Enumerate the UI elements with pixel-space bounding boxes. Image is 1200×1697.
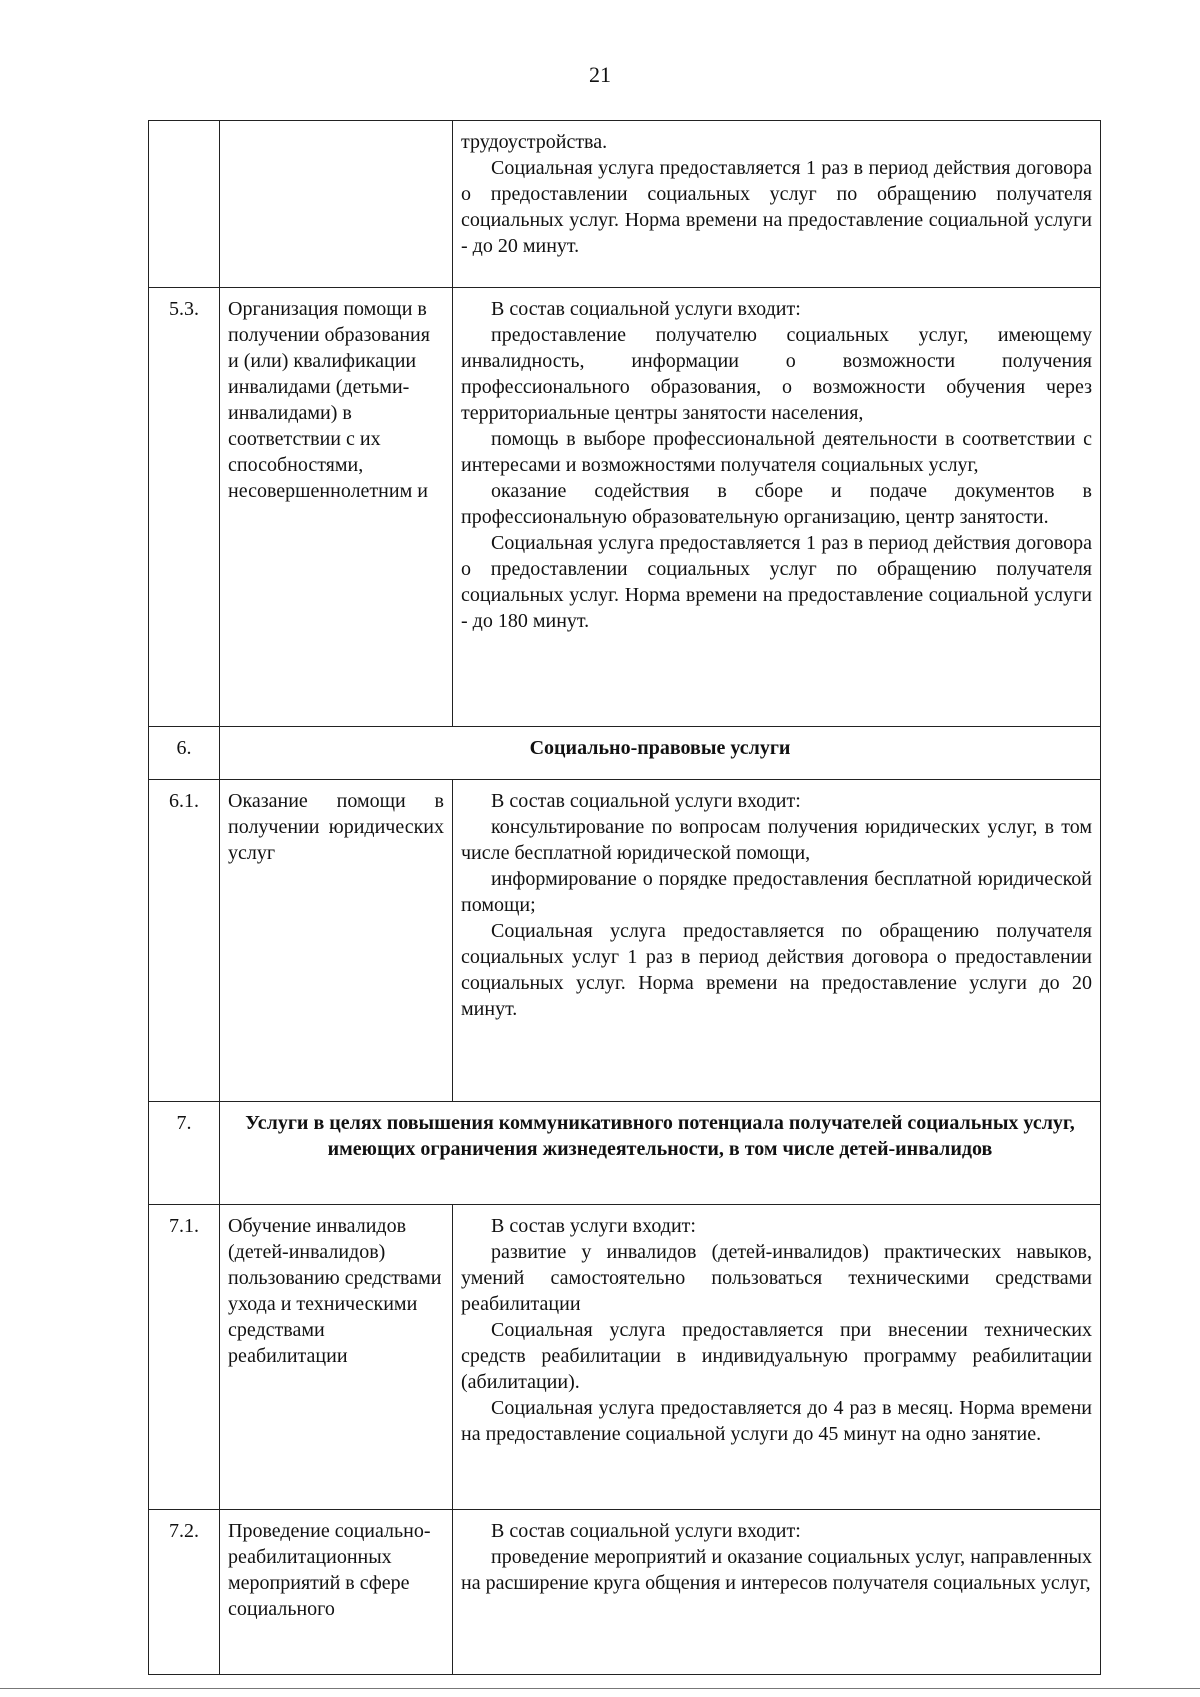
row-number: 7.2. — [149, 1510, 220, 1675]
description-paragraph: Социальная услуга предоставляется 1 раз в период действия договора о предоставлении социальных услуг по обращению получателя социальных услуг. Норма времени на предоставление социальной услуги - до 180 минут. — [461, 532, 1092, 632]
description-paragraph: Социальная услуга предоставляется при внесении технических средств реабилитации в индивидуальную программу реабилитации (абилитации). — [461, 1319, 1092, 1393]
section-number: 7. — [149, 1102, 220, 1205]
section-title: Услуги в целях повышения коммуникативного потенциала получателей социальных услуг, имеющих ограничения жизнедеятельности, в том числе детей-инвалидов — [220, 1102, 1101, 1205]
description-paragraph: В состав социальной услуги входит: — [491, 790, 801, 812]
row-number: 6.1. — [149, 780, 220, 1102]
table-row-6-1 — [149, 780, 1101, 1102]
section-row-6 — [149, 727, 1101, 780]
description-paragraph: предоставление получателю социальных услуг, имеющему инвалидность, информации о возможности получения профессионального образования, о возможности обучения через территориальные центры занятости населения, — [461, 324, 1092, 424]
page-bottom-divider — [0, 1688, 1200, 1689]
description-paragraph: В состав социальной услуги входит: — [491, 1520, 801, 1542]
service-description — [453, 780, 1101, 1102]
service-description — [453, 288, 1101, 727]
service-name: Проведение социально-реабилитационных мероприятий в сфере социального — [220, 1510, 453, 1675]
service-name: Организация помощи в получении образования и (или) квалификации инвалидами (детьми-инвалидами) в соответствии с их способностями, несовершеннолетним и — [220, 288, 453, 727]
table-row-continuation — [149, 121, 1101, 288]
description-paragraph: Социальная услуга предоставляется по обращению получателя социальных услуг 1 раз в период действия договора о предоставлении социальных услуг. Норма времени на предоставление услуги до 20 минут. — [461, 920, 1092, 1020]
description-paragraph: оказание содействия в сборе и подаче документов в профессиональную образовательную организацию, центр занятости. — [461, 480, 1092, 528]
service-description — [453, 121, 1101, 288]
table-row-7-1 — [149, 1205, 1101, 1510]
service-name — [220, 121, 453, 288]
section-row-7 — [149, 1102, 1101, 1205]
description-paragraph: информирование о порядке предоставления бесплатной юридической помощи; — [461, 868, 1092, 916]
description-paragraph: Социальная услуга предоставляется 1 раз в период действия договора о предоставлении социальных услуг по обращению получателя социальных услуг. Норма времени на предоставление социальной услуги - до 20 минут. — [461, 157, 1092, 257]
description-paragraph: Социальная услуга предоставляется до 4 раз в месяц. Норма времени на предоставление социальной услуги до 45 минут на одно занятие. — [461, 1397, 1092, 1445]
service-description — [453, 1510, 1101, 1675]
description-paragraph: трудоустройства. — [461, 131, 608, 153]
table-row-5-3 — [149, 288, 1101, 727]
row-number: 5.3. — [149, 288, 220, 727]
section-number: 6. — [149, 727, 220, 780]
row-number — [149, 121, 220, 288]
description-paragraph: помощь в выборе профессиональной деятельности в соответствии с интересами и возможностями получателя социальных услуг, — [461, 428, 1092, 476]
description-paragraph: проведение мероприятий и оказание социальных услуг, направленных на расширение круга общения и интересов получателя социальных услуг, — [461, 1546, 1092, 1594]
description-paragraph: развитие у инвалидов (детей-инвалидов) практических навыков, умений самостоятельно пользоваться техническими средствами реабилитации — [461, 1241, 1092, 1315]
page-number: 21 — [589, 62, 611, 87]
service-name: Обучение инвалидов (детей-инвалидов) пользованию средствами ухода и техническими средствами реабилитации — [220, 1205, 453, 1510]
service-name: Оказание помощи в получении юридических услуг — [220, 780, 453, 1102]
row-number: 7.1. — [149, 1205, 220, 1510]
services-table — [148, 120, 1101, 1675]
service-description — [453, 1205, 1101, 1510]
section-title: Социально-правовые услуги — [220, 727, 1101, 780]
description-paragraph: В состав услуги входит: — [491, 1215, 696, 1237]
table-row-7-2 — [149, 1510, 1101, 1675]
description-paragraph: консультирование по вопросам получения юридических услуг, в том числе бесплатной юридической помощи, — [461, 816, 1092, 864]
description-paragraph: В состав социальной услуги входит: — [491, 298, 801, 320]
